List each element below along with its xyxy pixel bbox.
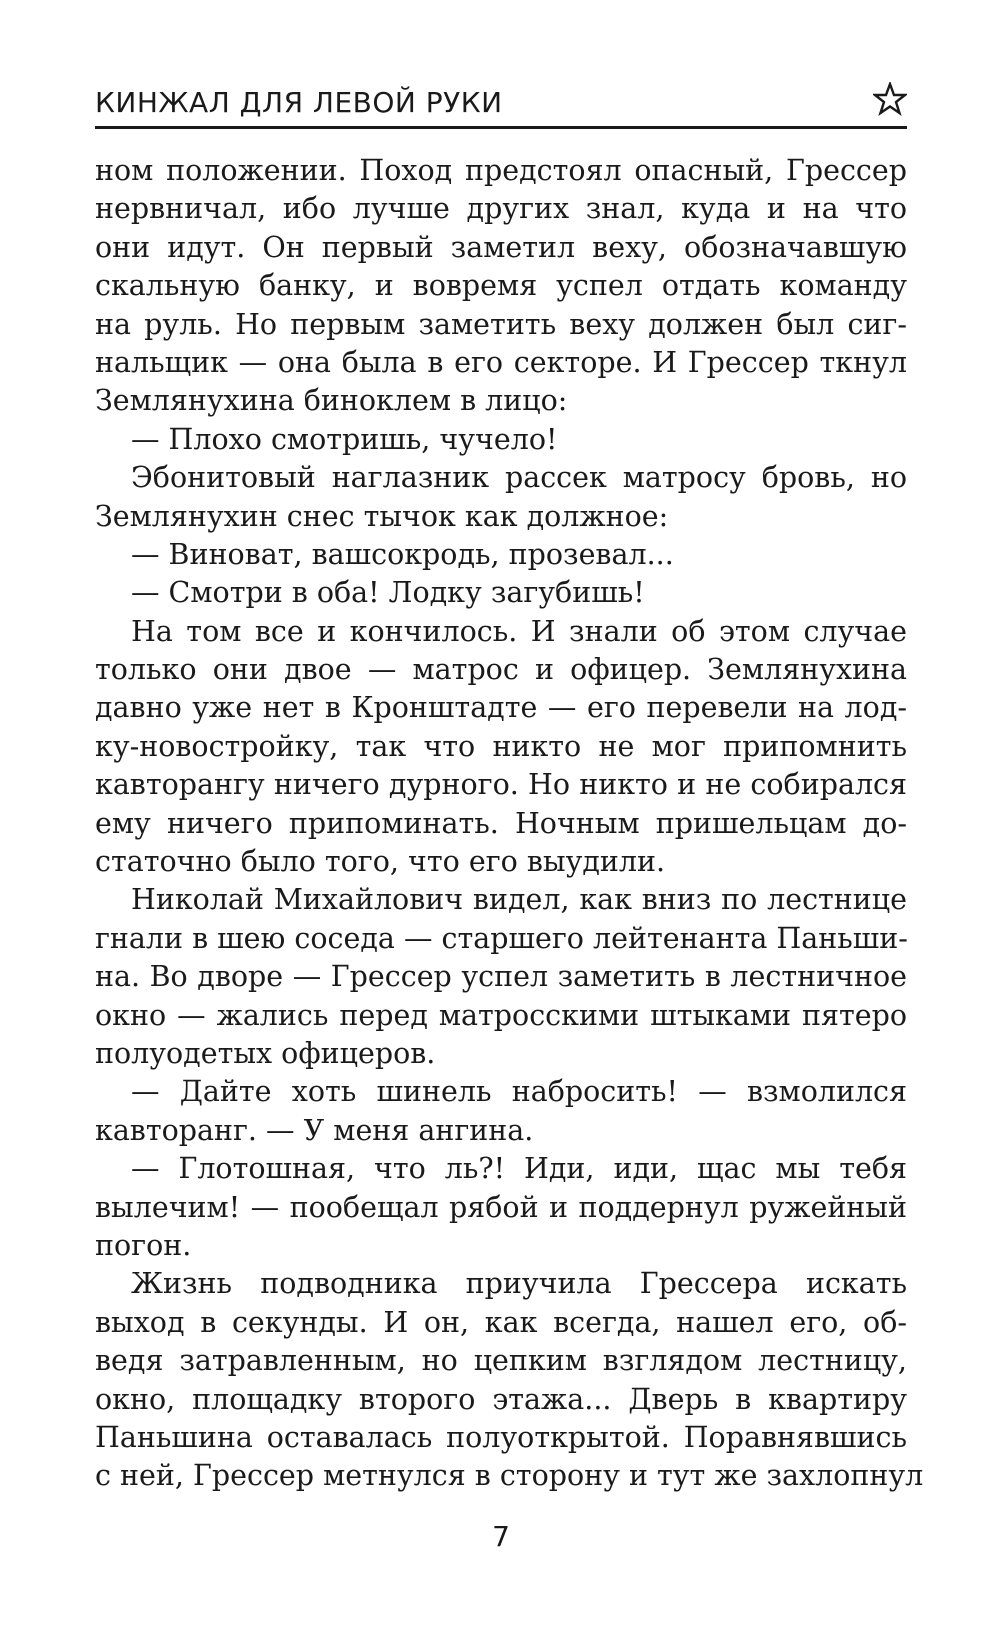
text-line: на. Во дворе — Грессер успел заметить в лестничное [95, 960, 907, 994]
running-header-title: КИНЖАЛ ДЛЯ ЛЕВОЙ РУКИ [95, 86, 503, 119]
text-line: давно уже нет в Кронштадте — его перевели на лод- [95, 691, 907, 725]
text-line: нервничал, ибо лучше других знал, куда и на что [95, 192, 907, 226]
star-outline-icon [873, 82, 907, 116]
text-line: кавторангу ничего дурного. Но никто и не собирался [95, 768, 907, 802]
text-line: кавторанг. — У меня ангина. [95, 1113, 534, 1147]
text-line: окно — жались перед матросскими штыками пятеро [95, 998, 907, 1032]
text-line: полуодетых офицеров. [95, 1036, 436, 1070]
text-line: Паньшина оставалась полуоткрытой. Поравнявшись [95, 1420, 907, 1454]
text-line: окно, площадку второго этажа... Дверь в квартиру [95, 1382, 907, 1416]
dialogue-line: — Глотошная, что ль?! Иди, иди, щас мы тебя [131, 1152, 907, 1186]
text-line: скальную банку, и вовремя успел отдать команду [95, 269, 907, 303]
book-page [95, 0, 924, 1628]
text-line: Землянухина биноклем в лицо: [95, 384, 568, 418]
paragraph-first-line: Эбонитовый наглазник рассек матросу бровь, но [131, 461, 907, 495]
text-line: статочно было того, что его выудили. [95, 845, 666, 879]
text-line: ку-новостройку, так что никто не мог припомнить [95, 729, 907, 763]
page-number: 7 [492, 1520, 510, 1553]
paragraph-first-line: Жизнь подводника приучила Грессера искать [131, 1267, 907, 1301]
header-divider [95, 126, 907, 129]
text-line: Землянухин снес тычок как должное: [95, 499, 669, 533]
dialogue-line: — Виноват, вашсокродь, прозевал... [131, 537, 674, 571]
text-line: ном положении. Поход предстоял опасный, Грессер [95, 154, 907, 187]
text-line: выход в секунды. И он, как всегда, нашел его, об- [95, 1305, 907, 1339]
dialogue-line: — Дайте хоть шинель набросить! — взмолился [131, 1075, 907, 1109]
text-line: только они двое — матрос и офицер. Землянухина [95, 653, 907, 687]
paragraph-first-line: На том все и кончилось. И знали об этом случае [131, 614, 907, 648]
text-line: погон. [95, 1228, 192, 1262]
paragraph-first-line: Николай Михайлович видел, как вниз по лестнице [131, 883, 907, 917]
dialogue-line: — Смотри в оба! Лодку загубишь! [131, 576, 645, 610]
text-line: они идут. Он первый заметил веху, обозначавшую [95, 230, 907, 264]
body-text [95, 152, 924, 1496]
text-line: вылечим! — пообещал рябой и поддернул ружейный [95, 1190, 907, 1224]
text-line: нальщик — она была в его секторе. И Грессер ткнул [95, 345, 907, 379]
text-line: гнали в шею соседа — старшего лейтенанта Паньши- [95, 921, 908, 955]
dialogue-line: — Плохо смотришь, чучело! [131, 422, 558, 456]
running-header [95, 82, 907, 128]
text-line: ему ничего припоминать. Ночным пришельцам до- [95, 806, 907, 840]
text-line: на руль. Но первым заметить веху должен был сиг- [95, 307, 907, 341]
text-line: ведя затравленным, но цепким взглядом лестницу, [95, 1344, 907, 1378]
text-line: с ней, Грессер метнулся в сторону и тут же захлопнул [95, 1459, 924, 1493]
